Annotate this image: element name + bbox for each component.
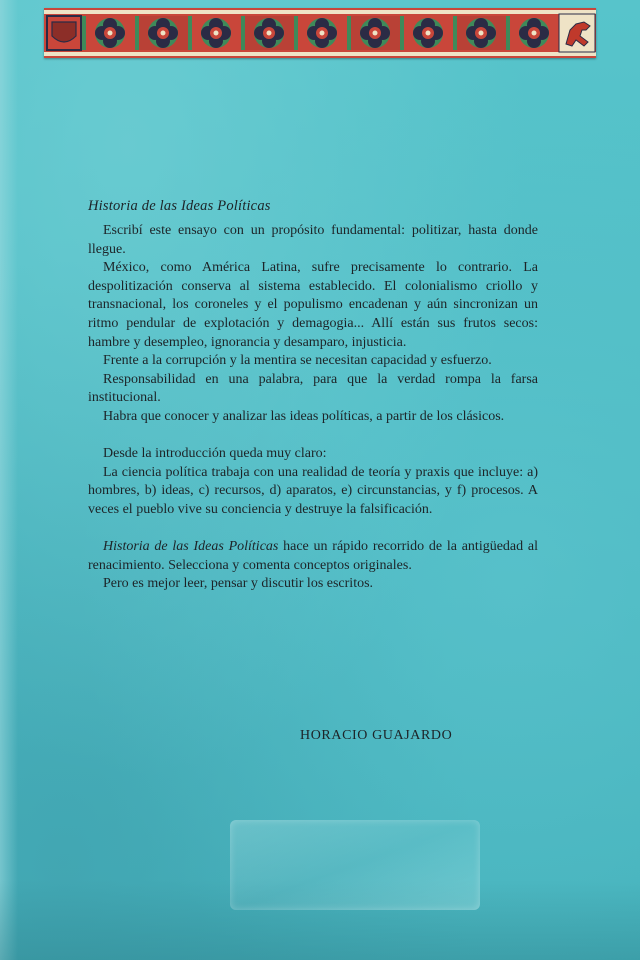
paragraph-6: Desde la introducción queda muy claro: bbox=[103, 446, 327, 462]
cover-wear-left bbox=[0, 0, 18, 960]
paragraph-7: La ciencia política trabaja con una realidad de teoría y praxis que incluye: a) hombres, b) ideas, c) recursos, d) aparatos, e) circunstancias, y f) procesos. A veces el pueblo vive su conciencia y destruye la falsificación. bbox=[88, 464, 538, 517]
tile-pattern bbox=[44, 8, 596, 58]
paragraph-9: Pero es mejor leer, pensar y discutir los escritos. bbox=[103, 576, 374, 592]
tape-patch bbox=[230, 820, 480, 910]
closing-paragraph-text: hace un rápido recorrido de la antigüedad al renacimiento. Selecciona y comenta conceptos originales. bbox=[88, 539, 539, 573]
author-name: HORACIO GUAJARDO bbox=[300, 728, 453, 743]
paragraph-2: México, como América Latina, sufre precisamente lo contrario. La despolitización conserva al sistema establecido. El colonialismo criollo y transnacional, los coroneles y el populismo encadenan y aún sincronizan un ritmo pendular de explotación y demagogia... Allí están sus frutos secos: hambre y desempleo, ignorancia y desamparo, injusticia. bbox=[88, 260, 538, 350]
paragraph-1: Escribí este ensayo con un propósito fundamental: politizar, hasta donde llegue. bbox=[88, 223, 538, 257]
closing-book-title: Historia de las Ideas Políticas bbox=[103, 539, 279, 555]
back-cover-blurb bbox=[88, 222, 538, 594]
paragraph-spacer bbox=[88, 520, 538, 539]
paragraph-5: Habra que conocer y analizar las ideas políticas, a partir de los clásicos. bbox=[103, 408, 505, 424]
decorative-border-band bbox=[44, 8, 596, 58]
paragraph-spacer bbox=[88, 427, 538, 446]
paragraph-3: Frente a la corrupción y la mentira se necesitan capacidad y esfuerzo. bbox=[103, 353, 492, 369]
crest-shield bbox=[52, 22, 76, 42]
paragraph-4: Responsabilidad en una palabra, para que la verdad rompa la farsa institucional. bbox=[88, 371, 538, 406]
book-title: Historia de las Ideas Políticas bbox=[88, 198, 271, 214]
paragraph-8 bbox=[88, 538, 538, 575]
